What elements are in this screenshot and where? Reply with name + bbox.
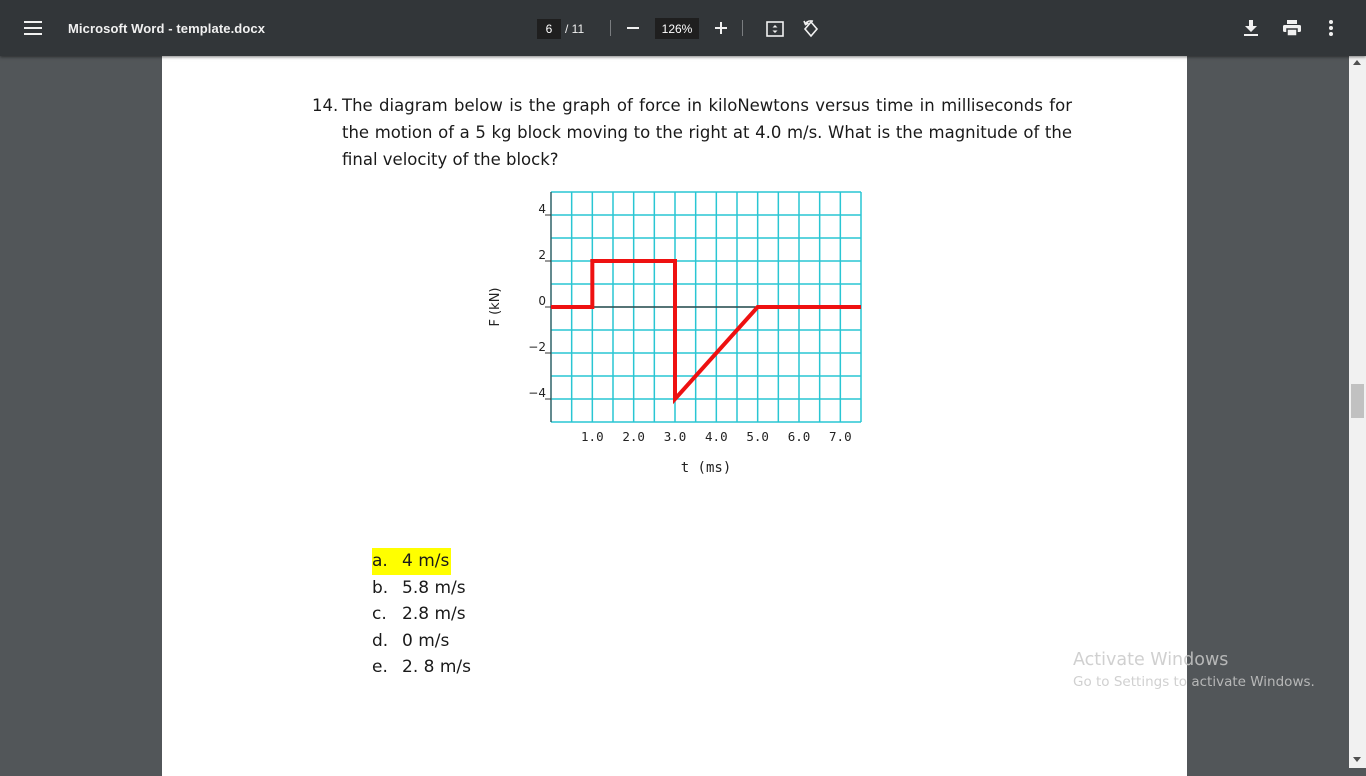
y-tick-label: 2 xyxy=(538,248,546,262)
toolbar-divider xyxy=(742,20,743,36)
option-letter: e. xyxy=(372,654,402,680)
more-options-button[interactable] xyxy=(1320,17,1342,39)
watermark-title: Activate Windows xyxy=(1073,650,1315,670)
x-tick-label: 2.0 xyxy=(622,429,645,444)
option-letter: b. xyxy=(372,575,402,601)
more-vert-icon xyxy=(1329,20,1333,36)
option-b xyxy=(372,575,471,602)
y-tick-label: −4 xyxy=(528,386,546,400)
y-axis-label: F (kN) xyxy=(488,287,503,326)
y-tick-label: 4 xyxy=(538,202,546,216)
option-a-highlight xyxy=(372,548,451,575)
force-time-chart xyxy=(322,176,882,476)
option-text: 0 m/s xyxy=(402,631,449,651)
option-c xyxy=(372,601,471,628)
option-text: 5.8 m/s xyxy=(402,578,466,598)
pdf-toolbar xyxy=(0,0,1366,56)
download-icon xyxy=(1244,20,1258,36)
zoom-in-button[interactable] xyxy=(711,16,731,40)
y-tick-label: 0 xyxy=(538,294,546,308)
option-letter: a. xyxy=(372,548,402,574)
x-tick-label: 7.0 xyxy=(829,429,852,444)
print-icon xyxy=(1283,20,1301,36)
minus-icon xyxy=(627,27,639,29)
rotate-button[interactable] xyxy=(799,17,823,41)
x-axis-label: t (ms) xyxy=(681,460,732,476)
rotate-icon xyxy=(801,19,821,39)
question-number: 14. xyxy=(312,92,338,119)
x-tick-label: 6.0 xyxy=(788,429,811,444)
zoom-level-input[interactable] xyxy=(655,18,699,39)
x-tick-label: 4.0 xyxy=(705,429,728,444)
option-a xyxy=(372,548,471,575)
scroll-up-arrow-icon[interactable] xyxy=(1353,60,1361,65)
document-title: Microsoft Word - template.docx xyxy=(68,0,265,56)
option-d xyxy=(372,628,471,655)
option-text: 2. 8 m/s xyxy=(402,657,471,677)
option-text: 2.8 m/s xyxy=(402,604,466,624)
x-tick-label: 1.0 xyxy=(581,429,604,444)
option-e xyxy=(372,654,471,681)
scroll-down-arrow-icon[interactable] xyxy=(1353,757,1361,762)
fit-page-icon xyxy=(766,21,784,37)
page-total: / 11 xyxy=(565,19,584,39)
pdf-page xyxy=(162,56,1187,776)
x-tick-label: 3.0 xyxy=(664,429,687,444)
option-letter: c. xyxy=(372,601,402,627)
toolbar-divider xyxy=(610,20,611,36)
scrollbar-thumb[interactable] xyxy=(1351,384,1364,418)
answer-options xyxy=(372,548,471,681)
option-text: 4 m/s xyxy=(402,551,449,571)
menu-icon[interactable] xyxy=(20,16,46,40)
zoom-out-button[interactable] xyxy=(623,17,643,39)
print-button[interactable] xyxy=(1281,17,1303,39)
fit-to-page-button[interactable] xyxy=(764,18,786,40)
option-letter: d. xyxy=(372,628,402,654)
download-button[interactable] xyxy=(1240,17,1262,39)
page-number-input[interactable] xyxy=(537,19,561,39)
x-tick-label: 5.0 xyxy=(746,429,769,444)
vertical-scrollbar[interactable] xyxy=(1349,56,1366,768)
question-text: The diagram below is the graph of force in kiloNewtons versus time in milliseconds for the motion of a 5 kg block moving to the right at 4.0 m/s. What is the magnitude of the final velocity of the block? xyxy=(342,92,1072,173)
watermark-subtitle: Go to Settings to activate Windows. xyxy=(1073,674,1315,690)
plus-icon xyxy=(715,22,727,34)
y-tick-label: −2 xyxy=(528,340,546,354)
